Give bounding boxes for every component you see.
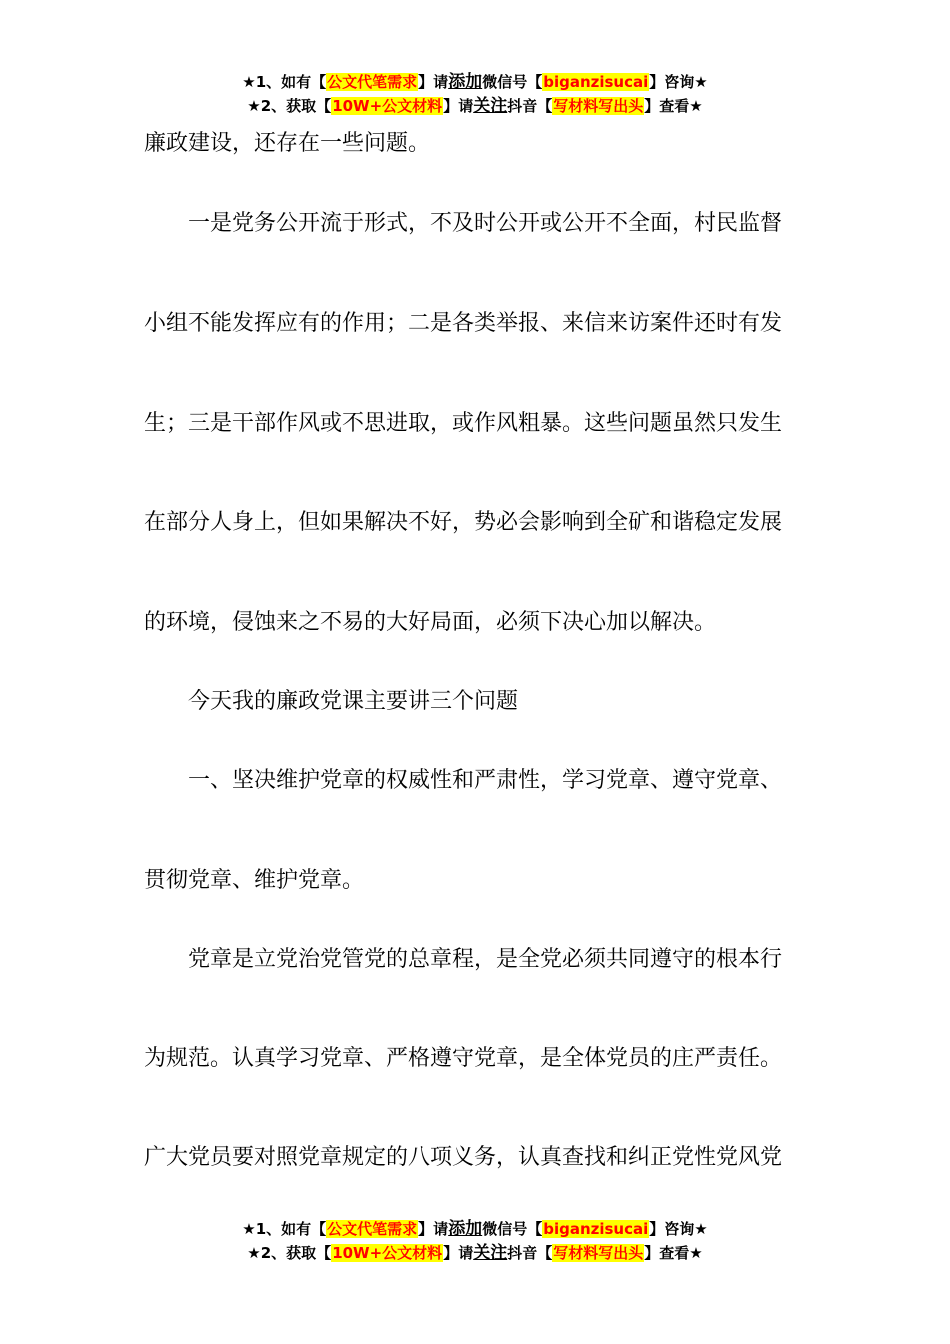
paragraph-line: 生；三是干部作风或不思进取，或作风粗暴。这些问题虽然只发生: [144, 411, 783, 436]
paragraph-line: 一是党务公开流于形式，不及时公开或公开不全面，村民监督: [188, 211, 783, 236]
highlight-douyin: 写材料写出头: [553, 97, 644, 115]
banner-line-1: ★1、如有【公文代笔需求】请添加微信号【biganzisucai】咨询★: [242, 1219, 708, 1239]
section-heading-line: 一、坚决维护党章的权威性和严肃性，学习党章、遵守党章、: [188, 768, 783, 793]
highlight-wechat-id: biganzisucai: [543, 1220, 649, 1238]
banner-line-2: ★2、获取【10W+公文材料】请关注抖音【写材料写出头】查看★: [247, 96, 703, 116]
paragraph-line: 为规范。认真学习党章、严格遵守党章，是全体党员的庄严责任。: [144, 1046, 783, 1071]
header-banner: [0, 70, 950, 118]
paragraph-line: 在部分人身上，但如果解决不好，势必会影响到全矿和谐稳定发展: [144, 510, 783, 535]
highlight-service: 公文代笔需求: [327, 73, 418, 91]
banner-line-1: ★1、如有【公文代笔需求】请添加微信号【biganzisucai】咨询★: [242, 72, 708, 92]
highlight-service: 公文代笔需求: [327, 1220, 418, 1238]
highlight-wechat-id: biganzisucai: [543, 73, 649, 91]
highlight-douyin: 写材料写出头: [553, 1244, 644, 1262]
footer-banner: [0, 1217, 950, 1265]
highlight-materials: 10W+公文材料: [332, 1244, 443, 1262]
highlight-materials: 10W+公文材料: [332, 97, 443, 115]
paragraph-line: 广大党员要对照党章规定的八项义务，认真查找和纠正党性党风党: [144, 1145, 783, 1170]
paragraph-line: 的环境，侵蚀来之不易的大好局面，必须下决心加以解决。: [144, 610, 717, 635]
banner-line-2: ★2、获取【10W+公文材料】请关注抖音【写材料写出头】查看★: [247, 1243, 703, 1263]
section-intro-line: 今天我的廉政党课主要讲三个问题: [188, 689, 519, 714]
paragraph-line: 党章是立党治党管党的总章程，是全党必须共同遵守的根本行: [188, 947, 783, 972]
paragraph-line: 小组不能发挥应有的作用；二是各类举报、来信来访案件还时有发: [144, 311, 783, 336]
section-heading-line: 贯彻党章、维护党章。: [144, 868, 365, 893]
paragraph-line: 廉政建设，还存在一些问题。: [144, 131, 431, 156]
